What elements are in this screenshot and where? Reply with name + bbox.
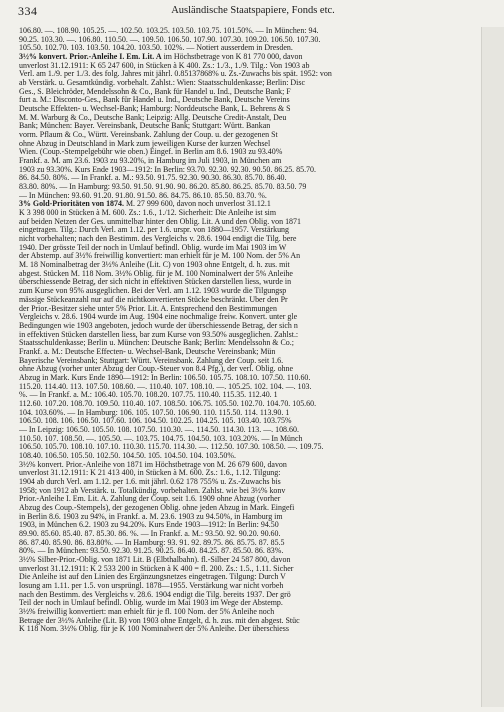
- text-body: [19, 27, 499, 707]
- text-line: 115.20. 114.40. 113. 107.50. 108.60. —. 110.40. 107. 108.10. —. 105.25. 102. 104. —. 103.: [19, 382, 312, 391]
- text-line: ohne Abzug (vorher unter Abzug der Coup.-Steuer von 8.4 Pfg.), der verl. Oblig. ohne: [19, 365, 294, 374]
- section-heading: 3½% konvert. Prior.-Anleihe I. Em. Lit. A: [19, 53, 162, 62]
- text-line: 104. 103.60%. — In Hamburg: 106. 105. 107.50. 106.90. 110. 115.50. 114. 113.90. 1: [19, 408, 290, 417]
- text-line: der Abstemp. auf 3½% freiwillig konvertiert: man erhielt für je M. 100 Nom. der 5% An: [19, 252, 301, 261]
- text-line: Deutsche Effekten- u. Wechsel-Bank; Hamburg: Norddeutsche Bank, L. Behrens & S: [19, 105, 291, 114]
- text-line: unverlost 31.12.1911: K 21 413 400, in Stücken à M. 600. Zs.: 1.6., 1.12. Tilgung:: [19, 469, 281, 478]
- text-line: Die Anleihe ist auf den Linien des Ergänzungsnetzes eingetragen. Tilgung: Durch V: [19, 573, 286, 582]
- text-line: eingetragen. Tilg.: Durch Verl. am 1.12. per 1.6. urspr. von 1880—1957. Verstärkung: [19, 226, 289, 235]
- text-line: 86. 87.40. 85.90. 86. 83.80%. — In Hamburg: 93. 91. 92. 89.75. 86. 85.75. 87. 85.5: [19, 538, 285, 547]
- text-line: Bedingungen wie 1903 angeboten, jedoch wurde der überschiessende Betrag, der sich n: [19, 321, 298, 330]
- text-line: unverlost 31.12.1911: K 2 533 200 in Stücken à K 400 = fl. 200. Zs.: 1.5., 1.11. Sicher: [19, 564, 294, 573]
- text-line: vorm. Pflaum & Co., Württ. Vereinsbank. Zahlung der Coup. u. der gezogenen St: [19, 131, 278, 140]
- text-line: 108.40. 106.50. 105.50. 102.50. 104.50. 105. 104.50. 104. 103.50%.: [19, 451, 236, 460]
- text-line: 3% Gold-Prioritäten von 1874. M. 27 999 600, davon noch unverlost 31.12.1: [19, 200, 271, 209]
- text-line: der Prior.-Besitzer siehe unter 5% Prior. Lit. A. Entsprechend den Bestimmungen: [19, 304, 277, 313]
- text-line: 3½% freiwillig konvertiert: man erhielt für je fl. 100 Nom. der 5% Anleihe noch: [19, 608, 275, 617]
- text-line: in effektiven Stücken darstellen liess, bar zum Kurse von 93.50% ausgeglichen. Zahlst.:: [19, 330, 299, 339]
- text-line: Verl. am 1./9. per 1./3. des folg. Jahres mit jährl. 0.85137868% u. Zs.-Zuwachs bis spät. 1952: von: [19, 70, 332, 79]
- text-line: losung am 1.11. per 1.5. von ursprüngl. 1878—1955. Verstärkung war nicht vorbeh: [19, 582, 284, 590]
- text-line: — In München: 93.60. 91.20. 91.80. 91.50. 86. 84.75. 86.10. 85.50. 83.70. %.: [19, 191, 267, 200]
- text-line: 106.80. —. 108.90. 105.25. —. 102.50. 103.25. 103.50. 103.75. 101.50%. — In München: 94.: [19, 27, 319, 35]
- text-line: Bayerische Vereinsbank; Stuttgart: Württ. Vereinsbank. Zahlung der Coup. seit 1.6.: [19, 356, 284, 365]
- text-line: 3½% konvert. Prior.-Anleihe I. Em. Lit. A im Höchstbetrage von K 81 770 000, davon: [19, 53, 303, 62]
- text-line: M. 18 Nominalbetrag der 3½% Anleihe (Lit. C) von 1903 ohne Entgelt, d. h. zus. mit: [19, 261, 290, 270]
- text-line: in Berlin 8.6. 1903 zu 94%, in Frankf. a. M. 23.6. 1903 zu 94.50%, in Hamburg im: [19, 512, 283, 521]
- text-line: überschiessende Betrag, der sich nicht in effektiven Stücken darstellen liess, wurde in: [19, 278, 292, 287]
- text-line: 89.90. 85.60. 85.40. 87. 85.30. 86. %. — In Frankf. a. M.: 93.50. 92. 90.20. 90.60.: [19, 529, 281, 538]
- text-line: 106.50. 108. 106. 106.50. 107.60. 106. 104.50. 102.25. 104.25. 105. 103.40. 103.75%: [19, 417, 292, 426]
- text-line: Teil der noch in Umlauf befindl. Oblig. wurde im Mai 1903 im Wege der Abstemp.: [19, 599, 283, 608]
- text-line: 90.25. 103.30. —. 106.80. 110.50. —. 109.50. 106.50. 107.90. 107.30. 109.20. 106.50. 107.30.: [19, 35, 321, 44]
- text-line: K 118 Nom. 3½% Oblig. für je K 100 Nominalwert der 5% Anleihe. Der überschiess: [19, 625, 289, 634]
- text-line: 1903 zu 93.30%. Kurs Ende 1903—1912: In Berlin: 93.70. 92.30. 92.30. 90.50. 86.25. 85.70.: [19, 165, 316, 174]
- text-line: Ges., S. Bleichröder, Mendelssohn & Co., Bank für Handel u. Ind., Deutsche Bank; F: [19, 87, 291, 96]
- text-line: furt a. M.: Disconto-Ges., Bank für Handel u. Ind., Deutsche Bank, Deutsche Vereins: [19, 96, 290, 105]
- text-line: Abzug in Mark. Kurs Ende 1890—1912: In Berlin: 106.50. 105.75. 108.10. 107.50. 110.60.: [19, 373, 311, 382]
- text-line: — In Leipzig: 106.50. 105.50. 108. 107.50. 110.30. —. 114.50. 114.30. 113. —. 108.60.: [19, 425, 299, 434]
- text-line: 83.80. 80%. — In Hamburg: 93.50. 91.50. 91.90. 90. 86.20. 85.80. 86.25. 85.70. 83.50. 79: [19, 183, 307, 192]
- text-line: Prior.-Anleihe I. Em. Lit. A. Zahlung der Coup. seit 1.6. 1909 ohne Abzug (vorher: [19, 495, 281, 504]
- text-line: nicht vorbehalten; nach den Bestimm. des Vergleichs v. 28.6. 1904 endigt die Tilg. bere: [19, 235, 297, 244]
- text-line: 1940. Der grösste Teil der noch in Umlauf befindl. Oblig. wurde im Mai 1903 im W: [19, 243, 287, 252]
- text-line: ohne Abzug in Deutschland in Mark zum jeweiligen Kurse der kurzen Wechsel: [19, 139, 271, 148]
- text-line: abgest. Stücken M. 118 Nom. 3½% Oblig. für je M. 100 Nominalwert der 5% Anleihe: [19, 269, 293, 278]
- text-line: 1904 ab durch Verl. am 1.12. per 1.6. mit jährl. 0.62 178 755% u. Zs.-Zuwachs bis: [19, 477, 281, 486]
- text-line: 3½% Silber-Prior.-Oblig. von 1871 Lit. B (Elbthalbahn). fl.-Silber 24 587 800, davon: [19, 555, 291, 564]
- text-line: Wien. (Coup.-Stempelgebühr wie oben.) Eingef. in Berlin am 8.6. 1903 zu 93.40%: [19, 148, 283, 157]
- text-line: 105.50. 102.70. 103. 103.50. 104.20. 103.50. 102%. — Notiert ausserdem in Dresden.: [19, 44, 293, 53]
- text-line: ab Verstärk. u. Gesamtkündig. vorbehalt. Zahlst.: Wien: Staatsschuldenkasse; Berlin: Disc: [19, 79, 305, 88]
- text-line: Bank; München: Bayer. Vereinsbank, Deutsche Bank; Stuttgart: Württ. Bankan: [19, 122, 271, 131]
- text-line: Betrage der 3½% Anleihe (Lit. B) von 1903 ohne Entgelt, d. h. zus. mit den abgest. Stüc: [19, 616, 300, 625]
- page-number: 334: [18, 4, 38, 18]
- page-header: [18, 4, 488, 20]
- text-line: M. M. Warburg & Co., Deutsche Bank; Leipzig: Allg. Deutsche Credit-Anstalt, Deu: [19, 113, 287, 122]
- facing-page-edge: [481, 27, 504, 707]
- running-head: Ausländische Staatspapiere, Fonds etc.: [171, 5, 335, 16]
- text-line: 110.50. 107. 108.50. —. 105.50. —. 103.75. 104.75. 104.50. 103. 103.20%. — In Münch: [19, 434, 303, 443]
- text-line: auf beiden Netzen der Ges. unmittelbar hinter den Oblig. Lit. A und den Oblig. von 1871: [19, 217, 301, 226]
- text-line: %. — In Frankf. a. M.: 106.40. 105.70. 108.20. 107.75. 110.40. 115.35. 112.40. 1: [19, 391, 278, 400]
- text-line: 112.60. 107.20. 108.70. 109.50. 110.40. 107. 108.50. 106.75. 105.50. 102.70. 104.70. 105.60.: [19, 399, 317, 408]
- text-line: nach den Bestimm. des Vergleichs v. 28.6. 1904 endigt die Tilg. bereits 1937. Der grö: [19, 590, 291, 599]
- text-line: Frankf. a. M.: Deutsche Effecten- u. Wechsel-Bank, Deutsche Vereinsbank; Mün: [19, 347, 276, 356]
- text-line: 80%. — In München: 93.50. 92.30. 91.25. 90.25. 86.40. 84.25. 87. 85.50. 86. 83%.: [19, 547, 284, 556]
- text-line: Vergleichs v. 28.6. 1904 wurde im Aug. 1904 eine nochmalige freiw. Konvert. unter gle: [19, 313, 298, 322]
- text-line: 86. 84.50. 80%. — In Frankf. a. M.: 93.50. 91.75. 92.30. 90.30. 86.30. 85.70. 86.40.: [19, 174, 287, 183]
- text-line: 106.50. 105.70. 108.10. 107.10. 110.30. 115.70. 114.30. —. 112.50. 107.30. 108.50. —. 109.75.: [19, 443, 324, 452]
- section-heading: 3% Gold-Prioritäten von 1874.: [19, 200, 124, 209]
- text-line: 3½% konvert. Prior.-Anleihe von 1871 im Höchstbetrage von M. 26 679 600, davon: [19, 460, 287, 469]
- text-line: zum Kurse von 95% ausgeglichen. Bei der Verl. am 1.12. 1903 wurde die Tilgungsp: [19, 287, 287, 296]
- text-line: 1958; von 1912 ab Verstärk. u. Totalkündig. vorbehalten. Zahlst. wie bei 3½% konv: [19, 486, 286, 495]
- text-line: 1903, in München 6.2. 1903 zu 94.20%. Kurs Ende 1903—1912: In Berlin: 94.50: [19, 521, 279, 530]
- text-line: K 3 398 000 in Stücken à M. 600. Zs.: 1.6., 1./12. Sicherheit: Die Anleihe ist sim: [19, 209, 277, 218]
- text-line: unverlost 31.12.1911: K 65 247 600, in Stücken à K 400. Zs.: 1./3., 1./9. Tilg.: Von 1903 ab: [19, 61, 310, 70]
- text-line: mässige Stückeanzahl nur auf die nichtkonvertierten Stücke beschränkt. Über den Pr: [19, 295, 288, 304]
- text-line: Frankf. a. M. am 23.6. 1903 zu 93.20%, in Hamburg im Juli 1903, in München am: [19, 157, 282, 166]
- text-line: Abzug des Coup.-Stempels), der gezogenen Oblig. ohne jeden Abzug in Mark. Eingefi: [19, 503, 295, 512]
- text-line: Staatsschuldenkasse; Berlin u. München: Deutsche Bank; Berlin: Mendelssohn & Co.;: [19, 339, 294, 348]
